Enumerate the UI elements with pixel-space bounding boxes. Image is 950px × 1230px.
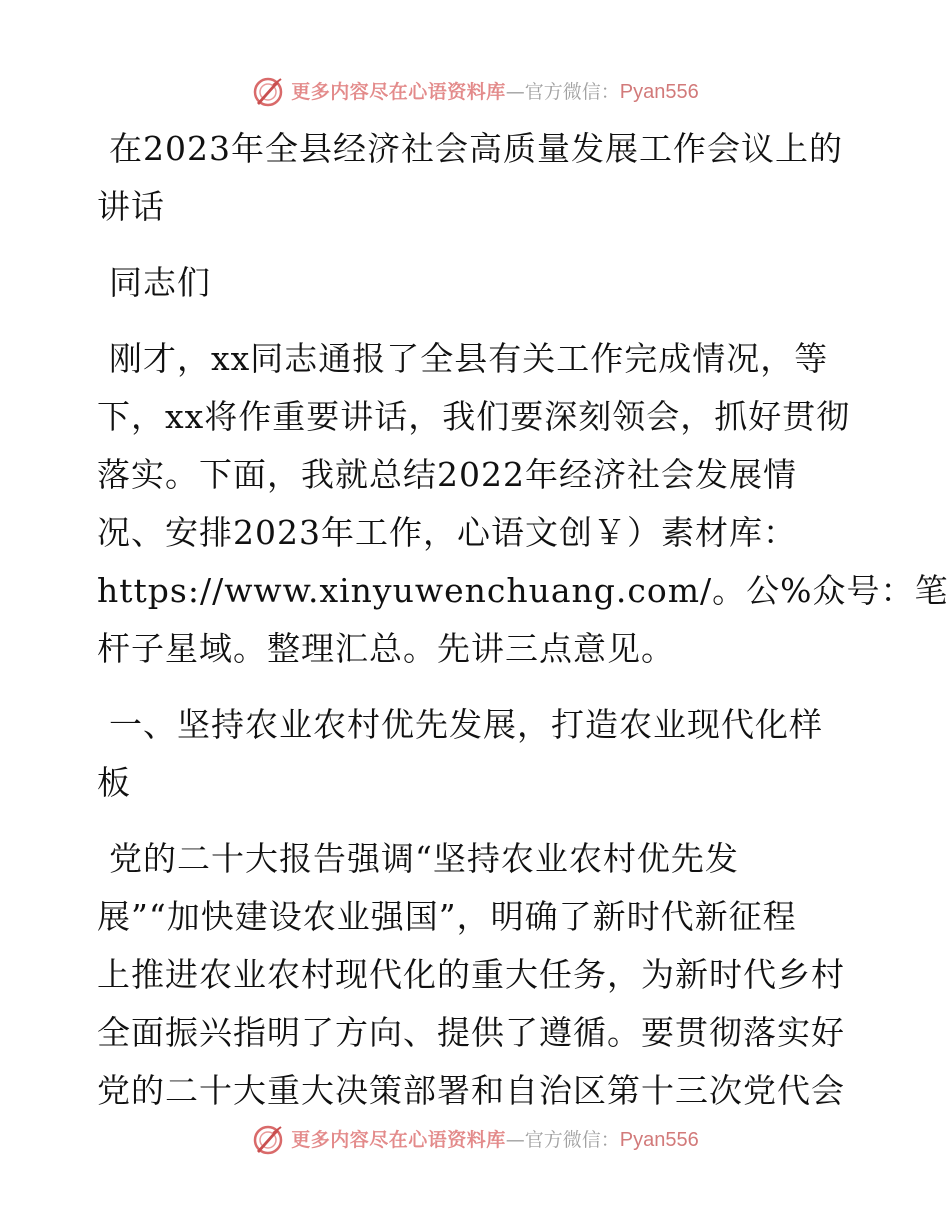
quill-seal-logo-icon bbox=[251, 1123, 285, 1157]
watermark-main-text: 更多内容尽在心语资料库 bbox=[291, 80, 506, 103]
document-body bbox=[97, 120, 949, 1120]
section-heading-line: 一、坚持农业农村优先发展，打造农业现代化样 bbox=[109, 705, 823, 744]
intro-line: 落实。下面，我就总结2022年经济社会发展情 bbox=[97, 455, 797, 494]
document-title bbox=[97, 120, 857, 236]
quill-seal-logo-icon bbox=[251, 75, 285, 109]
section-body-line: 展”“加快建设农业强国”，明确了新时代新征程 bbox=[97, 897, 797, 936]
section-body-line: 上推进农业农村现代化的重大任务，为新时代乡村 bbox=[97, 955, 845, 994]
header-watermark bbox=[0, 72, 950, 112]
watermark-wechat-id: Pyan556 bbox=[619, 81, 699, 103]
section-body-line: 党的二十大报告强调“坚持农业农村优先发 bbox=[109, 839, 739, 878]
intro-line: 刚才，xx同志通报了全县有关工作完成情况，等 bbox=[109, 339, 829, 378]
intro-line: 下，xx将作重要讲话，我们要深刻领会，抓好贯彻 bbox=[97, 397, 851, 436]
section-heading-line: 板 bbox=[97, 763, 131, 802]
salutation-text: 同志们 bbox=[109, 263, 211, 302]
salutation bbox=[97, 254, 857, 312]
section-body-line: 全面振兴指明了方向、提供了遵循。要贯彻落实好 bbox=[97, 1013, 845, 1052]
intro-line: 况、安排2023年工作，心语文创￥）素材库： bbox=[97, 513, 797, 552]
watermark-wechat-id: Pyan556 bbox=[619, 1129, 699, 1151]
intro-line: https://www.xinyuwenchuang.com/。公%众号：笔 bbox=[97, 571, 949, 610]
section-body bbox=[97, 830, 857, 1120]
intro-line: 杆子星域。整理汇总。先讲三点意见。 bbox=[97, 629, 675, 668]
watermark-dash: — bbox=[505, 1128, 525, 1151]
title-line: 讲话 bbox=[97, 187, 165, 226]
watermark-sub-text: 官方微信： bbox=[524, 80, 620, 103]
intro-paragraph bbox=[97, 330, 949, 678]
section-body-line: 党的二十大重大决策部署和自治区第十三次党代会 bbox=[97, 1071, 845, 1110]
watermark-sub-text: 官方微信： bbox=[524, 1128, 620, 1151]
watermark-main-text: 更多内容尽在心语资料库 bbox=[291, 1128, 506, 1151]
watermark-dash: — bbox=[505, 80, 525, 103]
title-line: 在2023年全县经济社会高质量发展工作会议上的 bbox=[109, 129, 843, 168]
section-heading bbox=[97, 696, 857, 812]
footer-watermark bbox=[0, 1120, 950, 1160]
